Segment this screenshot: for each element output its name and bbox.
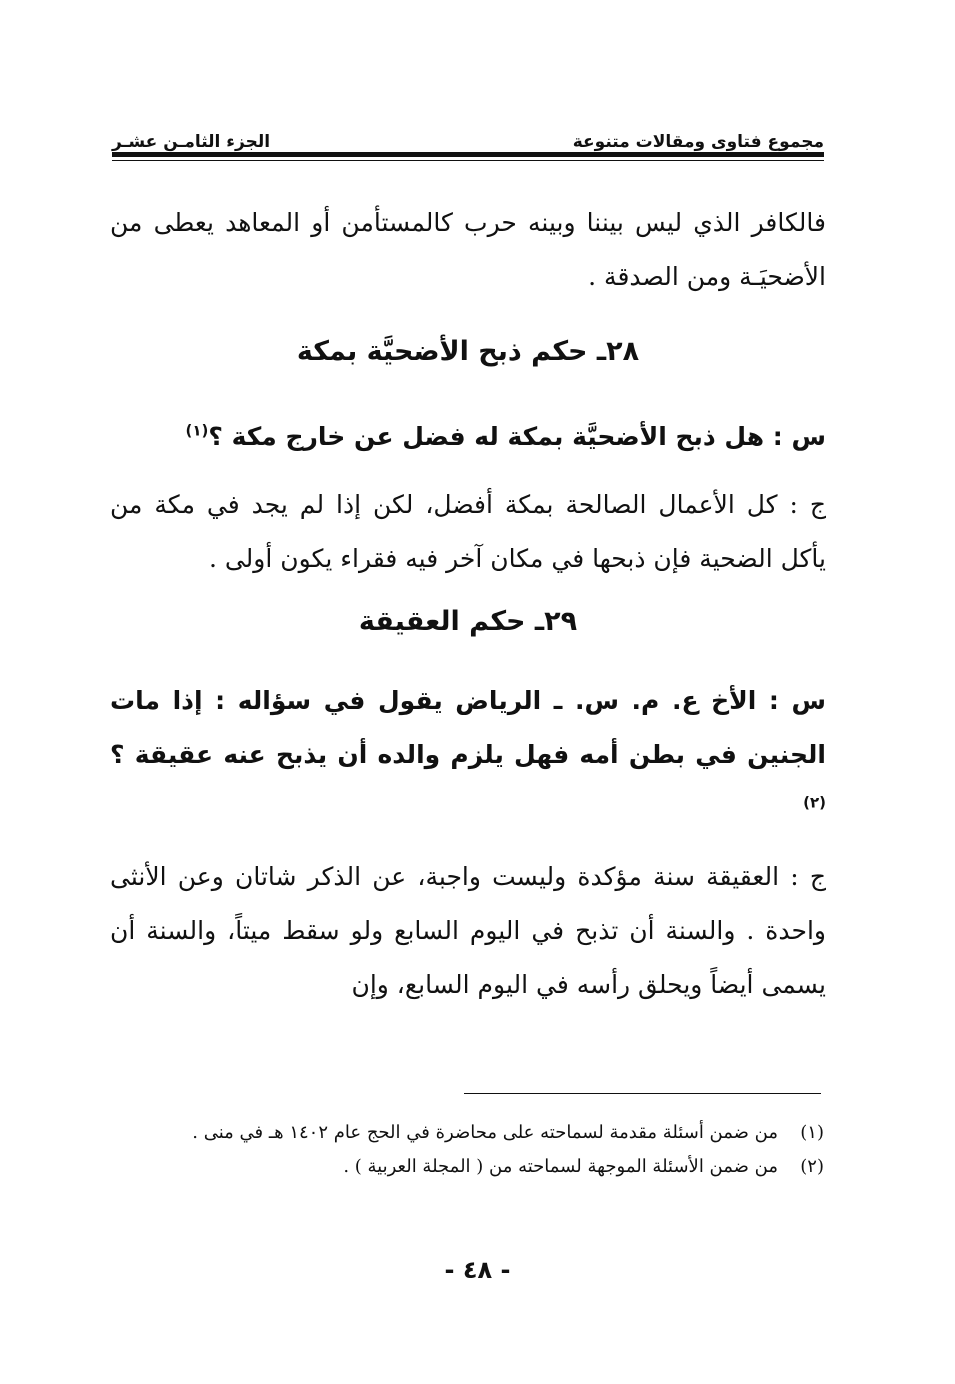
intro-paragraph: فالكافر الذي ليس بيننا وبينه حرب كالمستأمن أو المعاهد يعطى من الأضحيَـة ومن الصدقة . (110, 208, 826, 291)
footnote-ref-1[interactable]: (١) (185, 421, 209, 440)
page-number: - ٤٨ - (444, 1256, 511, 1284)
running-header (112, 116, 824, 152)
section-heading-29: ٢٩ـ حكم العقيقة (358, 606, 578, 637)
footnote-number: (١) (800, 1122, 824, 1143)
footnotes (112, 1116, 824, 1184)
book-title: مجموع فتاوى ومقالات متنوعة (572, 132, 824, 152)
header-rule-thin (112, 160, 824, 161)
footnote-text: من ضمن الأسئلة الموجهة لسماحته من ( المجلة العربية ) . (343, 1156, 778, 1177)
question-29-text: س : الأخ ع. م. س. ـ الرياض يقول في سؤاله : إذا مات الجنين في بطن أمه فهل يلزم والده أن يذبح عنه عقيقة ؟ (110, 686, 826, 769)
footnote-separator (464, 1093, 821, 1094)
page-body (110, 196, 826, 1012)
question-28-text: س : هل ذبح الأضحيَّة بمكة له فضل عن خارج مكة ؟ (208, 422, 826, 451)
footnote-item (112, 1116, 824, 1150)
answer-29: ج : العقيقة سنة مؤكدة وليست واجبة، عن الذكر شاتان وعن الأنثى واحدة . والسنة أن تذبح في اليوم السابع ولو سقط ميتاً، والسنة أن يسمى أيضاً ويحلق رأسه في اليوم السابع، وإن (110, 862, 826, 999)
answer-28: ج : كل الأعمال الصالحة بمكة أفضل، لكن إذا لم يجد في مكة من يأكل الضحية فإن ذبحها في مكان آخر فيه فقراء يكون أولى . (110, 490, 826, 573)
footnote-number: (٢) (800, 1156, 824, 1177)
footnote-ref-2[interactable]: (٢) (803, 793, 826, 812)
volume-label: الجزء الثامـن عشـر (112, 132, 271, 152)
question-29 (110, 674, 826, 836)
question-28 (110, 410, 826, 464)
footnote-text: من ضمن أسئلة مقدمة لسماحته على محاضرة في الحج عام ١٤٠٢ هـ في منى . (192, 1122, 778, 1143)
section-heading-28: ٢٨ـ حكم ذبح الأضحيَّة بمكة (296, 336, 640, 367)
header-rule-thick (112, 152, 824, 157)
footnote-item (112, 1150, 824, 1184)
